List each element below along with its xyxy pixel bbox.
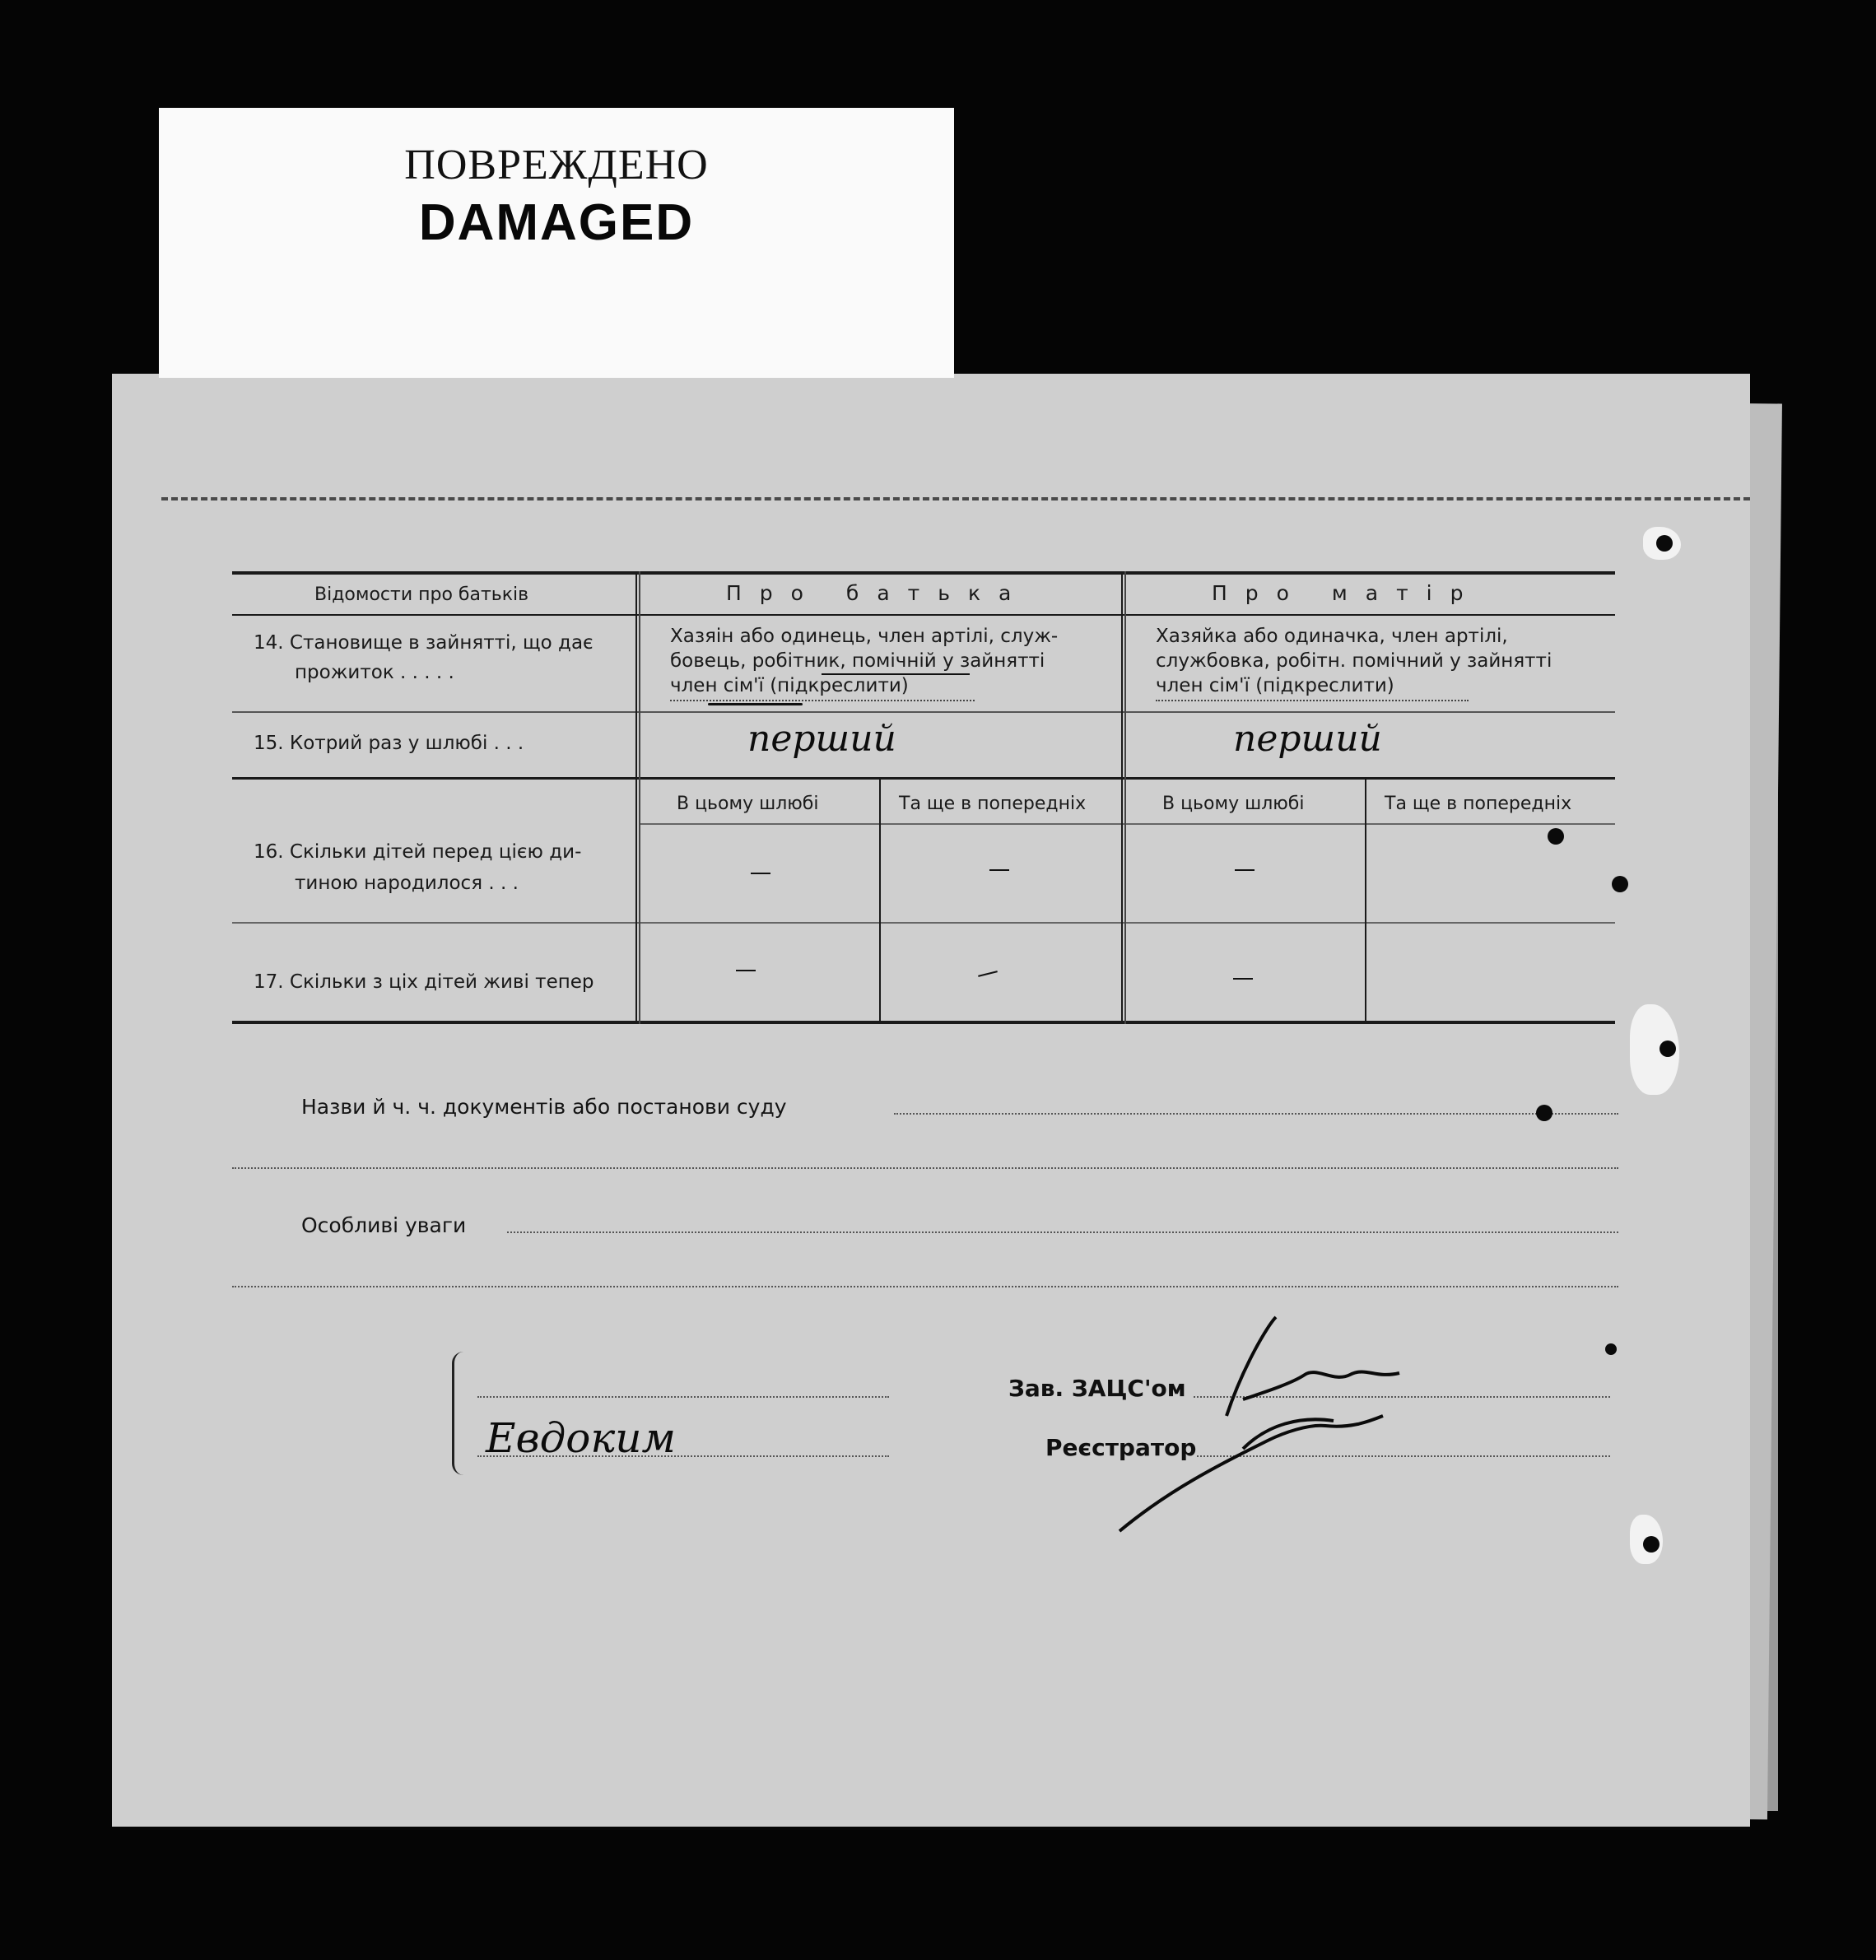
official-signatures-drawing <box>1103 1301 1482 1548</box>
row14-label-line1: 14. Становище в зайнятті, що дає <box>254 632 594 654</box>
row15-mother-handwriting: перший <box>1233 718 1382 760</box>
row14-mother-line3: член сім'ї (підкреслити) <box>1156 672 1469 701</box>
col-divider-2b <box>1124 571 1126 1024</box>
damaged-label-card <box>159 108 954 378</box>
row14-mother-line1: Хазяйка або одиначка, член артілі, <box>1156 626 1508 647</box>
row14-rule <box>232 711 1615 713</box>
notes-label: Особливі уваги <box>301 1213 467 1237</box>
table-top-rule <box>232 571 1615 575</box>
row16-mother-this-dash <box>1235 869 1255 871</box>
punch-hole <box>1643 1536 1660 1553</box>
row14-father-line2: бовець, робітник, помічній у зайнятті <box>670 650 1045 672</box>
documents-label: Назви й ч. ч. документів або постанови суду <box>301 1095 787 1119</box>
subheader-rule <box>639 823 1615 825</box>
row16-label-line1: 16. Скільки дітей перед цією ди- <box>254 841 582 863</box>
col-divider-2 <box>1121 571 1123 1024</box>
row14-mother-line2: службовка, робітн. помічний у зайнятті <box>1156 650 1552 672</box>
row16-father-prev-dash <box>989 869 1009 871</box>
punch-hole <box>1605 1343 1617 1355</box>
punch-hole <box>1612 876 1628 892</box>
row14-father-line1: Хазяін або одинець, член артілі, служ- <box>670 626 1059 647</box>
registrar-label: Реєстратор <box>1045 1434 1197 1461</box>
header-father: Про батька <box>726 581 1030 605</box>
row17-father-prev-dash <box>978 971 998 977</box>
row17-mother-this-dash <box>1233 978 1253 980</box>
col-divider-mother-sub <box>1365 779 1366 1024</box>
perforation-line <box>161 497 1750 500</box>
col-divider-1b <box>639 571 640 1024</box>
header-col0: Відомости про батьків <box>314 584 529 605</box>
subheader-mother-previous: Та ще в попередніх <box>1385 794 1572 814</box>
damaged-label-ru: ПОВРЕЖДЕНО <box>404 142 709 189</box>
notes-dotline-1 <box>507 1231 1618 1233</box>
notes-dotline-2 <box>232 1286 1618 1287</box>
header-mother: Про матір <box>1212 581 1482 605</box>
col-divider-father-sub <box>879 779 881 1024</box>
row17-label: 17. Скільки з ціх дітей живі тепер <box>254 971 594 993</box>
signatures-brace <box>452 1352 469 1475</box>
row16-father-this-dash <box>751 873 770 874</box>
subheader-father-previous: Та ще в попередніх <box>899 794 1087 814</box>
punch-hole <box>1548 828 1564 845</box>
damaged-label-en: DAMAGED <box>418 194 695 251</box>
row14-father-line3: член сім'ї (підкреслити) <box>670 672 975 701</box>
registrar-signature-stroke <box>1120 1416 1383 1531</box>
table-bottom-rule <box>232 1021 1615 1024</box>
father-underline-mark-2 <box>708 703 803 705</box>
row17-father-this-dash <box>736 970 756 971</box>
head-label: Зав. ЗАЦС'ом <box>1008 1375 1186 1402</box>
documents-dotline-1 <box>894 1113 1618 1115</box>
table-header-rule <box>232 614 1615 616</box>
punch-hole <box>1536 1105 1552 1121</box>
father-underline-mark <box>822 673 970 675</box>
row16-label-line2: тиною народилося . . . <box>295 873 519 894</box>
form-sheet <box>112 374 1750 1827</box>
subheader-mother-this: В цьому шлюбі <box>1162 794 1305 814</box>
row15-rule <box>232 777 1615 780</box>
row15-label: 15. Котрий раз у шлюбі . . . <box>254 733 524 754</box>
applicant-signature: Евдоким <box>486 1414 676 1462</box>
col-divider-1 <box>635 571 637 1024</box>
documents-dotline-2 <box>232 1167 1618 1169</box>
signature-dotline-1 <box>477 1396 889 1398</box>
row15-father-handwriting: перший <box>747 718 896 760</box>
row14-label-line2: прожиток . . . . . <box>295 662 454 683</box>
punch-hole <box>1660 1041 1676 1057</box>
punch-hole <box>1656 535 1673 552</box>
subheader-father-this: В цьому шлюбі <box>677 794 819 814</box>
parents-info-table <box>232 571 1615 1032</box>
row16-rule <box>232 922 1615 924</box>
head-signature-stroke <box>1227 1317 1399 1416</box>
